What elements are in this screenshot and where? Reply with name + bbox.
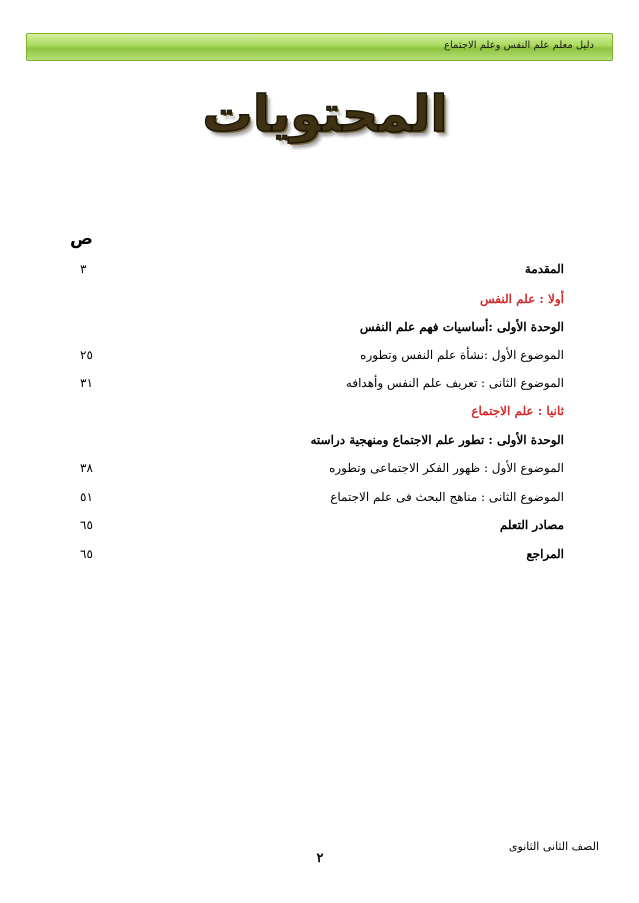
toc-page-number: ٣٨ <box>80 461 93 475</box>
toc-page-number: ٣١ <box>80 376 93 390</box>
toc-row-learning-sources <box>60 518 564 540</box>
toc-row-unit-2 <box>60 433 564 455</box>
toc-page-number: ٣ <box>80 262 87 276</box>
toc-row-section-sociology <box>60 404 564 426</box>
toc-label: الموضوع الأول : ظهور الفكر الاجتماعى وتطوره <box>329 461 564 475</box>
page-heading: المحتويات <box>202 85 448 143</box>
toc-row-unit-1 <box>60 320 564 342</box>
header-title: دليل معلم علم النفس وعلم الاجتماع <box>444 40 594 51</box>
toc-row-topic-3 <box>60 461 564 483</box>
toc-label: الموضوع الثانى : تعريف علم النفس وأهدافه <box>345 376 564 390</box>
header-bar <box>26 33 613 61</box>
toc-row-introduction <box>60 262 564 284</box>
toc-page-number: ٦٥ <box>80 547 93 561</box>
page-column-label: ص <box>70 229 93 249</box>
toc-row-references <box>60 547 564 569</box>
toc-label: الوحدة الأولى : تطور علم الاجتماع ومنهجية دراسته <box>310 433 564 447</box>
toc-label: مصادر التعلم <box>499 518 564 532</box>
toc-label: المقدمة <box>524 262 564 276</box>
toc-label: أولا : علم النفس <box>479 292 564 306</box>
toc-label: ثانيا : علم الاجتماع <box>471 404 564 418</box>
toc-row-section-psychology <box>60 292 564 314</box>
toc-page-number: ٥١ <box>80 490 93 504</box>
page-number: ٢ <box>316 851 324 866</box>
toc-row-topic-4 <box>60 490 564 512</box>
toc-page-number: ٢٥ <box>80 348 93 362</box>
footer-grade: الصف الثانى الثانوى <box>508 840 599 853</box>
toc-label: الموضوع الأول :نشأة علم النفس وتطوره <box>360 348 564 362</box>
toc-label: المراجع <box>526 547 564 561</box>
toc-label: الوحدة الأولى :أساسيات فهم علم النفس <box>359 320 564 334</box>
toc-page-number: ٦٥ <box>80 518 93 532</box>
toc-row-topic-2 <box>60 376 564 398</box>
toc-label: الموضوع الثانى : مناهج البحث فى علم الاجتماع <box>330 490 564 504</box>
toc-row-topic-1 <box>60 348 564 370</box>
